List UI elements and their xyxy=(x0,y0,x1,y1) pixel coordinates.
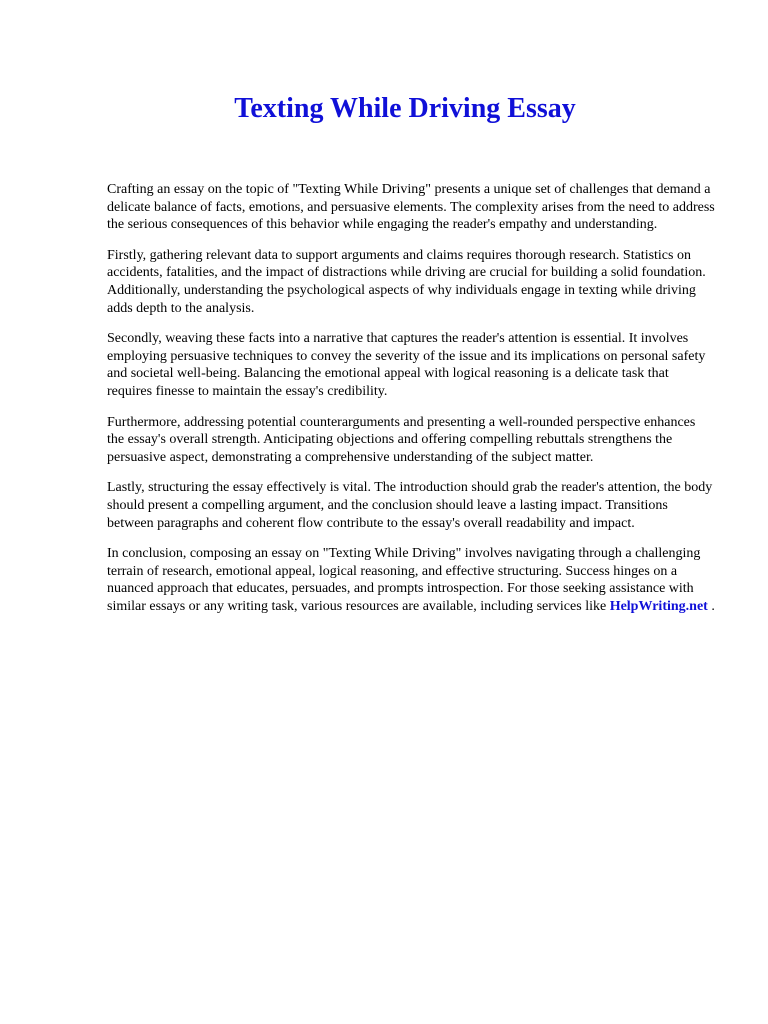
document-title: Texting While Driving Essay xyxy=(234,93,576,124)
paragraph-secondly: Secondly, weaving these facts into a narrative that captures the reader's attention is essential. It involves employing persuasive techniques to convey the severity of the issue and its implications on personal safety and societal well-being. Balancing the emotional appeal with logical reasoning is a delicate task that requires finesse to maintain the essay's credibility. xyxy=(107,331,706,399)
helpwriting-link[interactable]: HelpWriting.net xyxy=(609,598,708,614)
conclusion-suffix: . xyxy=(707,598,715,614)
paragraph-firstly: Firstly, gathering relevant data to support arguments and claims requires thorough research. Statistics on accidents, fatalities, and the impact of distractions while driving are crucial for building a solid foundation. Additionally, understanding the psychological aspects of why individuals engage in texting while driving adds depth to the analysis. xyxy=(107,247,706,316)
paragraph-intro: Crafting an essay on the topic of "Texting While Driving" presents a unique set of challenges that demand a delicate balance of facts, emotions, and persuasive elements. The complexity arises from the need to address the serious consequences of this behavior while engaging the reader's empathy and understanding. xyxy=(107,182,715,233)
paragraph-conclusion xyxy=(107,545,715,615)
conclusion-text: In conclusion, composing an essay on "Texting While Driving" involves navigating through a challenging terrain of research, emotional appeal, logical reasoning, and effective structuring. Success hinges on a nuanced approach that educates, persuades, and prompts introspection. For those seeking assistance with similar essays or any writing task, various resources are available, including services like xyxy=(107,546,701,614)
essay-body xyxy=(107,181,715,615)
paragraph-furthermore: Furthermore, addressing potential counterarguments and presenting a well-rounded perspective enhances the essay's overall strength. Anticipating objections and offering compelling rebuttals strengthens the persuasive aspect, demonstrating a comprehensive understanding of the subject matter. xyxy=(107,414,696,465)
paragraph-lastly: Lastly, structuring the essay effectively is vital. The introduction should grab the reader's attention, the body should present a compelling argument, and the conclusion should leave a lasting impact. Transitions between paragraphs and coherent flow contribute to the essay's overall readability and impact. xyxy=(107,480,713,531)
document-page xyxy=(107,90,715,628)
